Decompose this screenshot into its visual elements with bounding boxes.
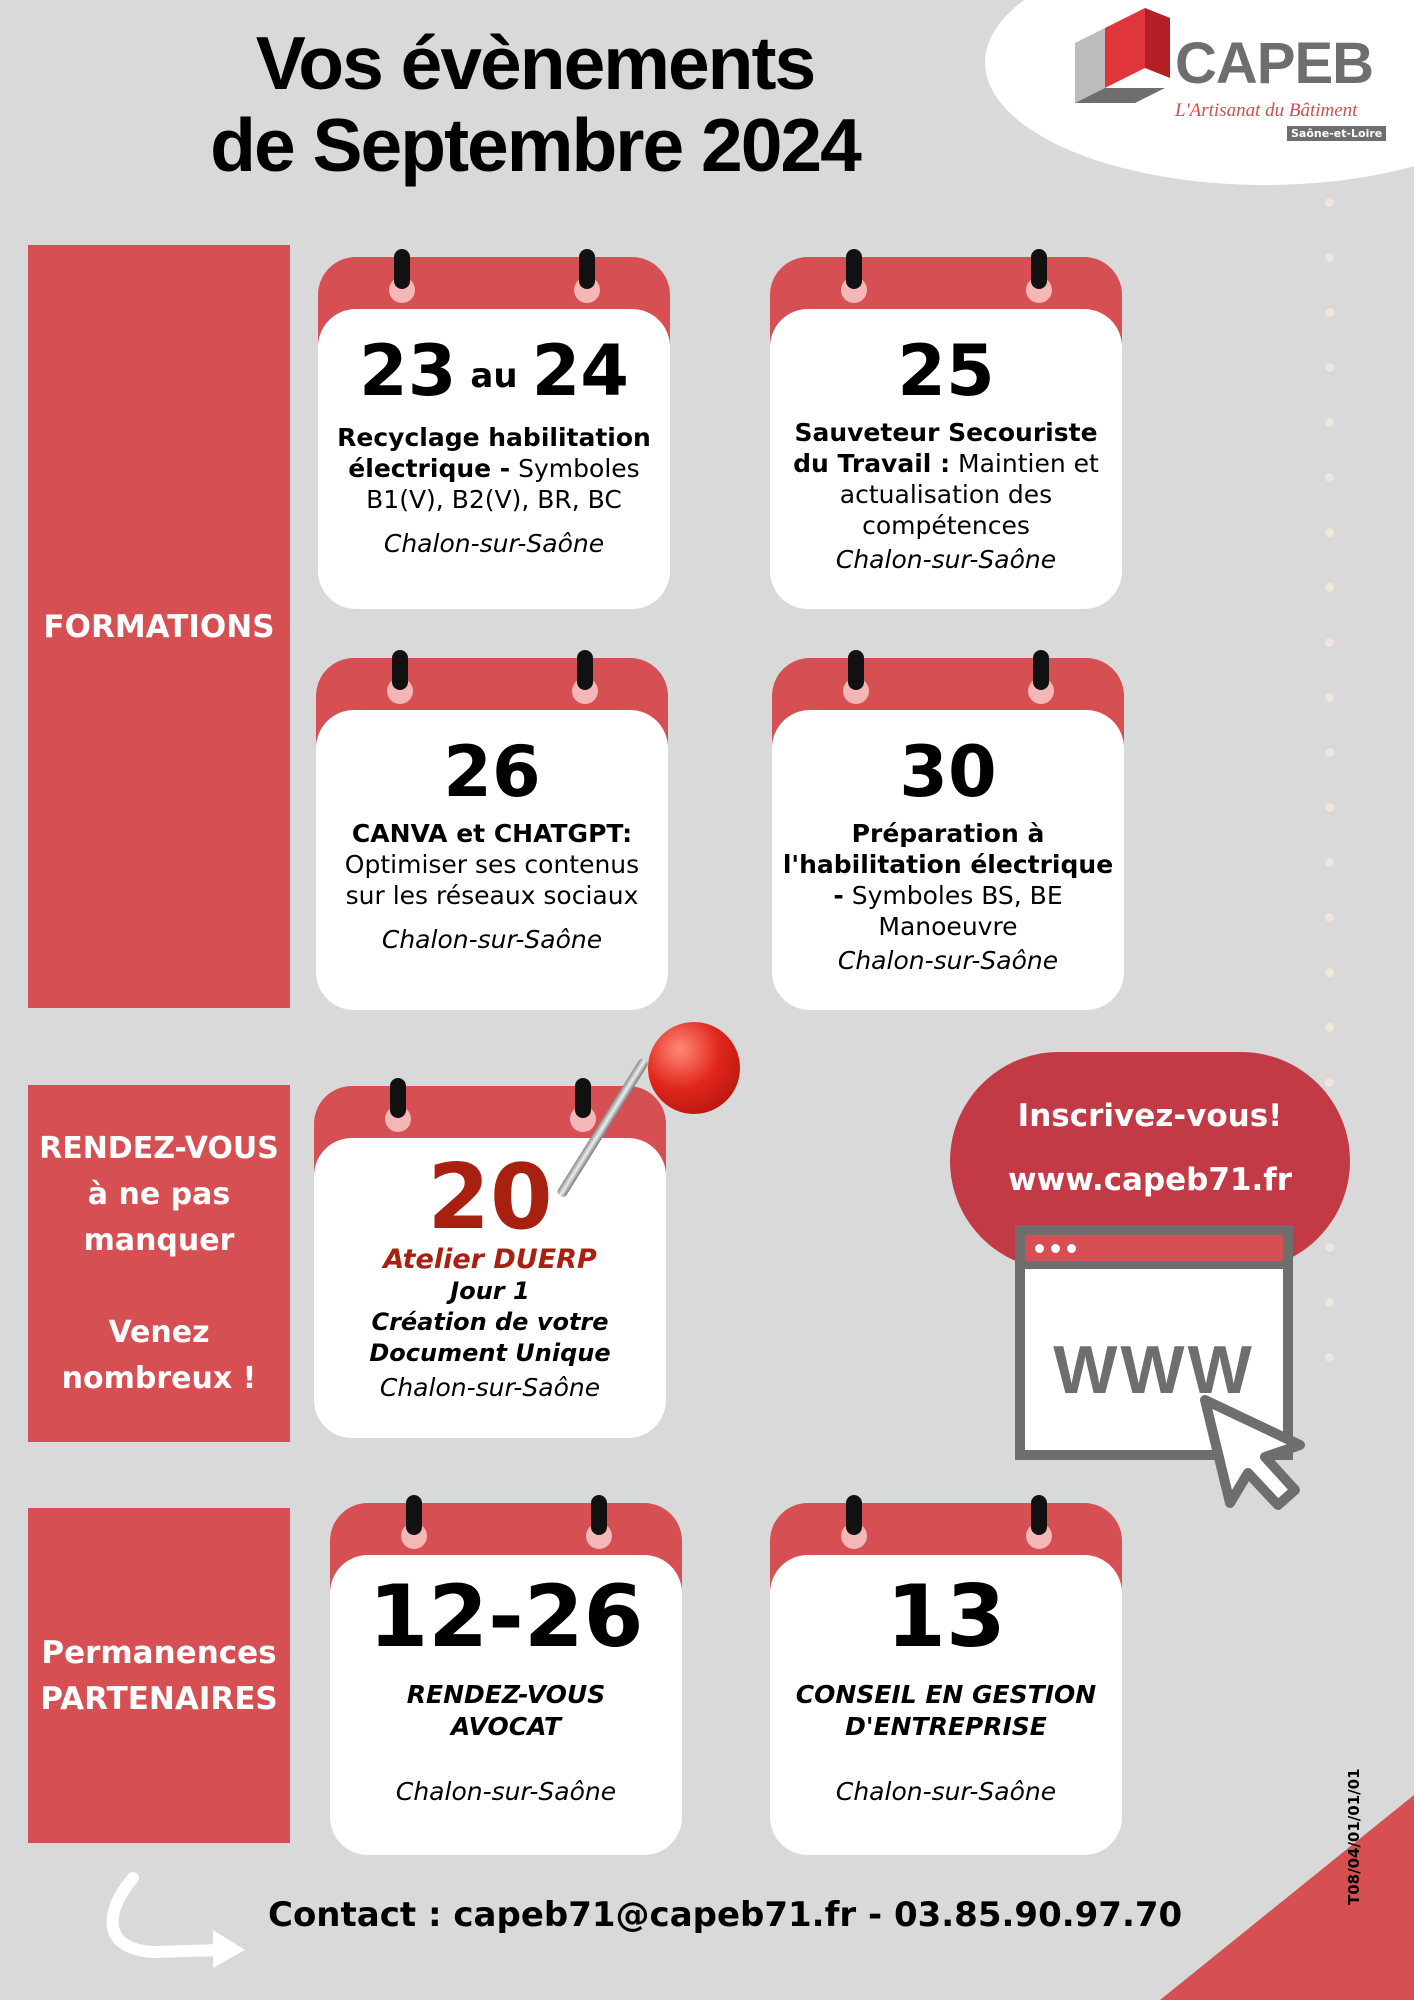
event-description [778, 417, 1114, 541]
event-body [316, 710, 668, 1010]
logo-word: CAPEB [1175, 31, 1374, 96]
section-permanences [28, 1508, 290, 1843]
event-card-7 [770, 1503, 1122, 1855]
event-card-4 [772, 658, 1124, 1010]
logo-tagline: L'Artisanat du Bâtiment [1175, 100, 1358, 121]
event-date: 25 [897, 330, 995, 412]
corner-triangle [1160, 1795, 1414, 2000]
event-description [326, 422, 662, 515]
page-title [140, 22, 930, 186]
event-date: 26 [443, 731, 541, 813]
document-reference: T08/04/01/01/01 [1345, 1768, 1363, 1905]
event-title: Recyclage habilitation électrique - [337, 422, 651, 483]
event-location: Chalon-sur-Saône [837, 946, 1059, 975]
section-permanences-label: Permanences PARTENAIRES [40, 1634, 278, 1717]
event-date: 30 [899, 731, 997, 813]
event-card-3 [316, 658, 668, 1010]
event-title: Atelier DUERP [383, 1244, 597, 1275]
calendar-ring-icon [1031, 1495, 1047, 1535]
push-pin-icon [648, 1022, 740, 1114]
signup-text: Inscrivez-vous! [1017, 1098, 1283, 1134]
calendar-ring-icon [846, 1495, 862, 1535]
event-location: Chalon-sur-Saône [381, 925, 603, 954]
event-detail: Symboles B1(V), B2(V), BR, BC [366, 453, 640, 514]
event-detail: Optimiser ses contenus sur les réseaux sociaux [344, 850, 640, 910]
contact-line: Contact : capeb71@capeb71.fr - 03.85.90.97.70 [268, 1895, 1183, 1935]
event-detail: Symboles BS, BE Manoeuvre [851, 881, 1063, 941]
event-card-2 [770, 257, 1122, 609]
calendar-ring-icon [575, 1078, 591, 1118]
title-line-2: de Septembre 2024 [210, 103, 860, 187]
title-line-1: Vos évènements [255, 21, 815, 105]
event-date: 12-26 [368, 1567, 644, 1667]
calendar-ring-icon [1031, 249, 1047, 289]
logo-region: Saône-et-Loire [1287, 126, 1386, 141]
section-formations-label: FORMATIONS [43, 608, 275, 645]
event-location: Chalon-sur-Saône [835, 1777, 1057, 1806]
cube-logo-icon [1075, 8, 1175, 108]
calendar-ring-icon [394, 249, 410, 289]
section-formations [28, 245, 290, 1008]
event-date: 23 au 24 [359, 330, 629, 412]
capeb-logo [1075, 8, 1395, 143]
calendar-ring-icon [591, 1495, 607, 1535]
event-description [780, 818, 1116, 942]
section-rendezvous [28, 1085, 290, 1442]
event-location: Chalon-sur-Saône [383, 528, 605, 558]
event-card-5 [314, 1086, 666, 1438]
calendar-ring-icon [392, 650, 408, 690]
event-body [314, 1138, 666, 1438]
calendar-ring-icon [577, 650, 593, 690]
calendar-ring-icon [579, 249, 595, 289]
event-description: Jour 1 Création de votre Document Unique [369, 1277, 611, 1367]
event-title: Sauveteur Secouriste du Travail : [793, 418, 1098, 478]
event-body [770, 309, 1122, 609]
event-date: 13 [886, 1567, 1006, 1667]
calendar-ring-icon [390, 1078, 406, 1118]
event-description: CONSEIL EN GESTION D'ENTREPRISE [795, 1680, 1097, 1741]
event-detail: Maintien et actualisation des compétences [839, 449, 1099, 540]
event-body [318, 309, 670, 609]
event-date: 20 [427, 1145, 553, 1250]
event-card-6 [330, 1503, 682, 1855]
browser-www-text: WWW [1053, 1332, 1255, 1408]
calendar-ring-icon [846, 249, 862, 289]
event-body [330, 1555, 682, 1855]
calendar-ring-icon [406, 1495, 422, 1535]
event-title: CANVA et CHATGPT: [351, 819, 633, 848]
mouse-cursor-icon [1190, 1385, 1320, 1515]
calendar-ring-icon [1033, 650, 1049, 690]
event-description: RENDEZ-VOUS AVOCAT [406, 1680, 606, 1741]
curved-arrow-icon [95, 1870, 255, 1970]
section-rendezvous-label: RENDEZ-VOUS à ne pas manquer Venez nombreux ! [39, 1130, 279, 1396]
event-location: Chalon-sur-Saône [835, 545, 1057, 574]
calendar-ring-icon [848, 650, 864, 690]
event-body [772, 710, 1124, 1010]
event-body [770, 1555, 1122, 1855]
event-description [324, 818, 660, 911]
event-location: Chalon-sur-Saône [379, 1373, 601, 1402]
event-card-1 [318, 257, 670, 609]
event-title: Préparation à l'habilitation électrique - [782, 819, 1114, 910]
event-location: Chalon-sur-Saône [395, 1777, 617, 1806]
signup-url-link[interactable]: www.capeb71.fr [1007, 1162, 1293, 1198]
